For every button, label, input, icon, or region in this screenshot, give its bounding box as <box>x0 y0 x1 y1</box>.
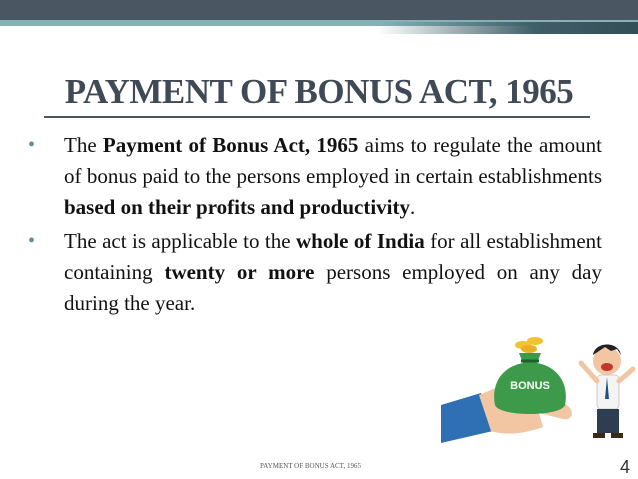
person-pants <box>597 409 619 433</box>
bullet-dot-icon: • <box>28 230 36 252</box>
slide-content <box>26 130 602 322</box>
slide-title: PAYMENT OF BONUS ACT, 1965 <box>64 72 574 111</box>
person-mouth <box>601 363 613 371</box>
page-number: 4 <box>620 457 631 477</box>
person-shoe-right <box>611 433 623 438</box>
bullet-item-1: • The Payment of Bonus Act, 1965 aims to regulate the amount of bonus paid to the persons employed in certain establishments based on their profits and productivity. <box>26 130 602 223</box>
bonus-money-bag-illustration <box>441 323 638 455</box>
slide-footer: PAYMENT OF BONUS ACT, 1965 <box>260 462 361 470</box>
top-bar <box>0 0 638 22</box>
bag-label: BONUS <box>510 380 550 392</box>
coin-shape <box>521 345 537 353</box>
title-underline <box>44 116 590 118</box>
person-shoe-left <box>593 433 605 438</box>
coin-shape <box>527 337 543 345</box>
top-gradient-band <box>378 22 638 34</box>
bullet-dot-icon: • <box>28 134 36 156</box>
bullet-item-2: • The act is applicable to the whole of India for all establishment containing twenty or more persons employed on any day during the year. <box>26 226 602 319</box>
